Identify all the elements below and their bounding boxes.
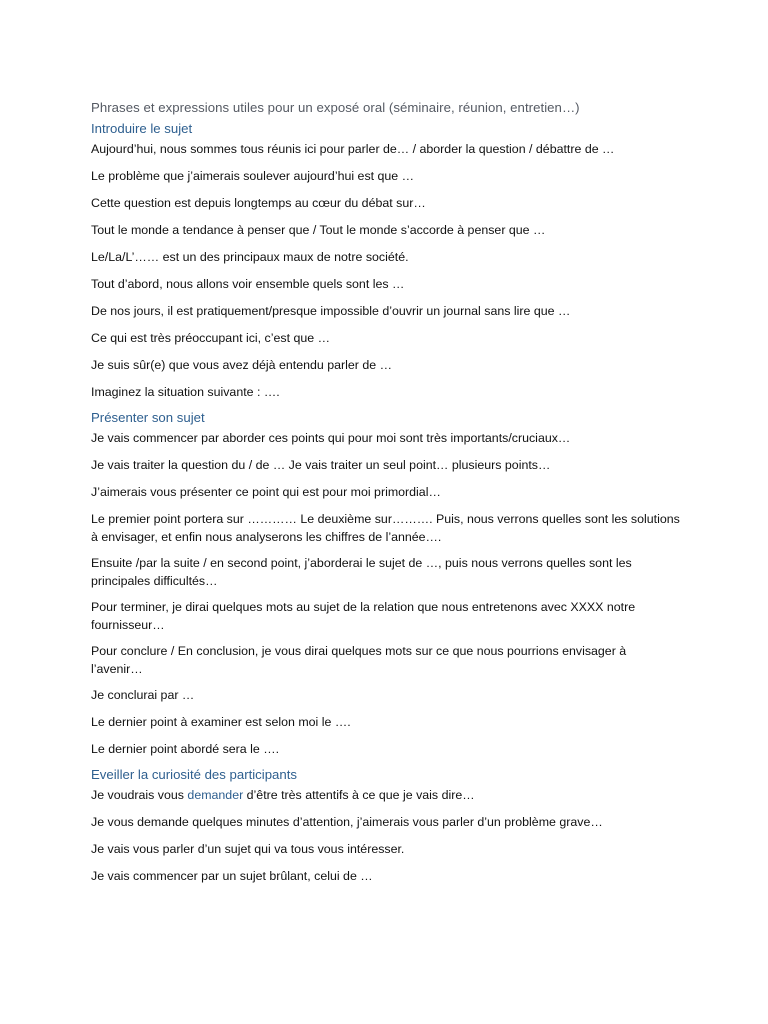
- phrase-line: Je vais traiter la question du / de … Je vais traiter un seul point… plusieurs points…: [91, 458, 551, 472]
- section-heading: Présenter son sujet: [91, 410, 205, 425]
- phrase-line: Ce qui est très préoccupant ici, c’est que …: [91, 331, 330, 345]
- phrase-line: De nos jours, il est pratiquement/presque impossible d’ouvrir un journal sans lire que …: [91, 304, 571, 318]
- document-page: [91, 100, 691, 894]
- phrase-text: Je voudrais vous: [91, 788, 188, 802]
- phrase-line: Tout le monde a tendance à penser que / Tout le monde s’accorde à penser que …: [91, 223, 546, 237]
- phrase-line: Aujourd’hui, nous sommes tous réunis ici pour parler de… / aborder la question / débattre de …: [91, 142, 615, 156]
- highlighted-word: demander: [187, 788, 244, 802]
- phrase-line: Je vais commencer par aborder ces points qui pour moi sont très importants/cruciaux…: [91, 431, 571, 445]
- phrase-line: Le premier point portera sur ………… Le deuxième sur………. Puis, nous verrons quelles sont les solutions à envisager, et enfin nous analyserons les chiffres de l’année….: [91, 512, 680, 544]
- phrase-line: Pour conclure / En conclusion, je vous dirai quelques mots sur ce que nous pourrions envisager à l’avenir…: [91, 644, 627, 676]
- phrase-line: Le dernier point abordé sera le ….: [91, 742, 280, 756]
- phrase-line: Je vais commencer par un sujet brûlant, celui de …: [91, 869, 373, 883]
- phrase-line: Je conclurai par …: [91, 688, 195, 702]
- phrase-line: Pour terminer, je dirai quelques mots au sujet de la relation que nous entretenons avec XXXX notre fournisseur…: [91, 600, 636, 632]
- phrase-line: [91, 786, 691, 804]
- phrase-line: Le problème que j’aimerais soulever aujourd’hui est que …: [91, 169, 415, 183]
- phrase-line: Je vous demande quelques minutes d’attention, j’aimerais vous parler d’un problème grave…: [91, 815, 603, 829]
- phrase-line: Cette question est depuis longtemps au cœur du débat sur…: [91, 196, 426, 210]
- phrase-line: Le dernier point à examiner est selon moi le ….: [91, 715, 351, 729]
- phrase-line: Imaginez la situation suivante : ….: [91, 385, 280, 399]
- phrase-text: d’être très attentifs à ce que je vais dire…: [243, 788, 475, 802]
- section-heading: Introduire le sujet: [91, 121, 193, 136]
- section-eveiller: [91, 767, 691, 885]
- phrase-line: Je vais vous parler d’un sujet qui va tous vous intéresser.: [91, 842, 405, 856]
- phrase-line: J’aimerais vous présenter ce point qui est pour moi primordial…: [91, 485, 441, 499]
- section-presenter: [91, 410, 691, 758]
- phrase-line: Tout d’abord, nous allons voir ensemble quels sont les …: [91, 277, 405, 291]
- phrase-line: Je suis sûr(e) que vous avez déjà entendu parler de …: [91, 358, 392, 372]
- section-introduire: [91, 121, 691, 401]
- document-title: Phrases et expressions utiles pour un exposé oral (séminaire, réunion, entretien…): [91, 100, 580, 115]
- section-heading: Eveiller la curiosité des participants: [91, 767, 297, 782]
- phrase-line: Ensuite /par la suite / en second point, j’aborderai le sujet de …, puis nous verrons quelles sont les principales difficultés…: [91, 556, 632, 588]
- phrase-line: Le/La/L’…… est un des principaux maux de notre société.: [91, 250, 409, 264]
